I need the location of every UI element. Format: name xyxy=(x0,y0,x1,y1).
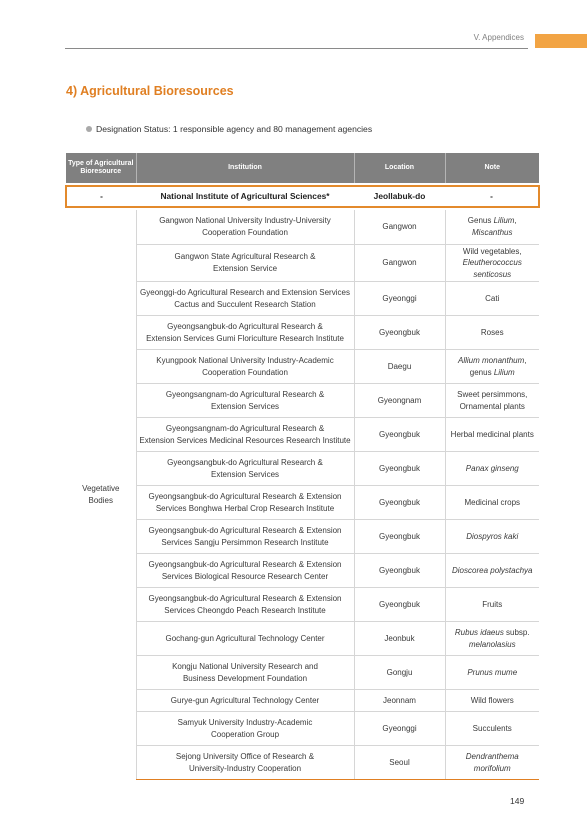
table-row xyxy=(66,350,539,384)
table-cell: Gyeongbuk xyxy=(354,316,445,350)
table-cell: Gangwon State Agricultural Research & Extension Service xyxy=(136,244,354,282)
table-cell: Gyeongbuk xyxy=(354,418,445,452)
table-row xyxy=(66,486,539,520)
table-row xyxy=(66,554,539,588)
table-cell: Gyeongsangbuk-do Agricultural Research & Extension Services Bonghwa Herbal Crop Research Institute xyxy=(136,486,354,520)
table-cell: Kyungpook National University Industry-Academic Cooperation Foundation xyxy=(136,350,354,384)
table-cell: Jeollabuk-do xyxy=(354,186,445,207)
table-cell: Jeonnam xyxy=(354,690,445,712)
table-cell: Dendranthema morifolium xyxy=(445,746,539,780)
header-rule xyxy=(65,48,528,49)
table-cell: Samyuk University Industry-Academic Cooperation Group xyxy=(136,712,354,746)
table-row xyxy=(66,712,539,746)
table-cell: Diospyros kaki xyxy=(445,520,539,554)
table-cell: Gangwon xyxy=(354,210,445,244)
table-cell: Wild flowers xyxy=(445,690,539,712)
bioresource-table xyxy=(65,153,540,780)
table-cell: Jeonbuk xyxy=(354,622,445,656)
table-cell: Gangwon National University Industry-University Cooperation Foundation xyxy=(136,210,354,244)
table-cell: Gyeongnam xyxy=(354,384,445,418)
table-row xyxy=(66,316,539,350)
table-cell: Gangwon xyxy=(354,244,445,282)
table-cell: Gyeongsangnam-do Agricultural Research & Extension Services Medicinal Resources Research Institute xyxy=(136,418,354,452)
table-row xyxy=(66,244,539,282)
table-cell: Gyeongsangbuk-do Agricultural Research & Extension Services xyxy=(136,452,354,486)
table-cell: Gurye-gun Agricultural Technology Center xyxy=(136,690,354,712)
table-cell: Wild vegetables, Eleutherococcus senticosus xyxy=(445,244,539,282)
table-cell: Gyeongsangbuk-do Agricultural Research & Extension Services Gumi Floriculture Research Institute xyxy=(136,316,354,350)
section-title: 4) Agricultural Bioresources xyxy=(66,84,234,98)
table-cell: Prunus mume xyxy=(445,656,539,690)
table-cell: Gyeongbuk xyxy=(354,588,445,622)
table-row xyxy=(66,520,539,554)
running-header: V. Appendices xyxy=(473,33,524,42)
table-cell: Dioscorea polystachya xyxy=(445,554,539,588)
header-type: Type of Agricultural Bioresource xyxy=(66,153,136,183)
table-row xyxy=(66,384,539,418)
table-cell: Sweet persimmons, Ornamental plants xyxy=(445,384,539,418)
table-cell: Rubus idaeus subsp. melanolasius xyxy=(445,622,539,656)
designation-status xyxy=(86,124,372,134)
table-row xyxy=(66,690,539,712)
table-cell: Gyeongbuk xyxy=(354,520,445,554)
table-cell: Gyeongsangnam-do Agricultural Research & Extension Services xyxy=(136,384,354,418)
table-cell: - xyxy=(445,186,539,207)
group-type-cell: Vegetative Bodies xyxy=(82,484,120,505)
table-cell: Kongju National University Research and Business Development Foundation xyxy=(136,656,354,690)
table-cell: Genus Lilium, Miscanthus xyxy=(445,210,539,244)
table-cell: Medicinal crops xyxy=(445,486,539,520)
table-cell: Gyeongsangbuk-do Agricultural Research & Extension Services Biological Resource Research Center xyxy=(136,554,354,588)
table-cell: Gongju xyxy=(354,656,445,690)
table-cell: National Institute of Agricultural Sciences* xyxy=(136,186,354,207)
table-cell: Seoul xyxy=(354,746,445,780)
section-tab xyxy=(535,34,587,48)
table-cell: - xyxy=(66,186,136,207)
table-cell: Gyeongbuk xyxy=(354,486,445,520)
table-cell: Succulents xyxy=(445,712,539,746)
table-header-row xyxy=(66,153,539,183)
table-cell: Gyeongbuk xyxy=(354,452,445,486)
table-cell: Gyeongsangbuk-do Agricultural Research & Extension Services Cheongdo Peach Research Institute xyxy=(136,588,354,622)
highlighted-row xyxy=(66,186,539,207)
table-cell: Daegu xyxy=(354,350,445,384)
table-row xyxy=(66,656,539,690)
table-cell: Sejong University Office of Research & University-Industry Cooperation xyxy=(136,746,354,780)
table-cell: Gyeongsangbuk-do Agricultural Research & Extension Services Sangju Persimmon Research Institute xyxy=(136,520,354,554)
table-cell: Roses xyxy=(445,316,539,350)
bullet-icon xyxy=(86,126,92,132)
table-cell: Gyeongbuk xyxy=(354,554,445,588)
table-cell: Panax ginseng xyxy=(445,452,539,486)
table-row xyxy=(66,418,539,452)
table-row xyxy=(66,210,539,244)
table-cell: Gyeonggi-do Agricultural Research and Extension Services Cactus and Succulent Research Station xyxy=(136,282,354,316)
table-cell: Gyeonggi xyxy=(354,712,445,746)
header-location: Location xyxy=(354,153,445,183)
table-cell: Gyeonggi xyxy=(354,282,445,316)
header-note: Note xyxy=(445,153,539,183)
table-cell: Gochang-gun Agricultural Technology Center xyxy=(136,622,354,656)
table-cell: Allium monanthum, genus Lilium xyxy=(445,350,539,384)
table-row xyxy=(66,588,539,622)
page-number: 149 xyxy=(510,796,525,806)
table-row xyxy=(66,622,539,656)
table-row xyxy=(66,452,539,486)
table-cell: Herbal medicinal plants xyxy=(445,418,539,452)
table-row xyxy=(66,746,539,780)
designation-status-text: Designation Status: 1 responsible agency and 80 management agencies xyxy=(96,124,373,134)
table-cell: Cati xyxy=(445,282,539,316)
table-row xyxy=(66,282,539,316)
header-institution: Institution xyxy=(136,153,354,183)
table-cell: Fruits xyxy=(445,588,539,622)
